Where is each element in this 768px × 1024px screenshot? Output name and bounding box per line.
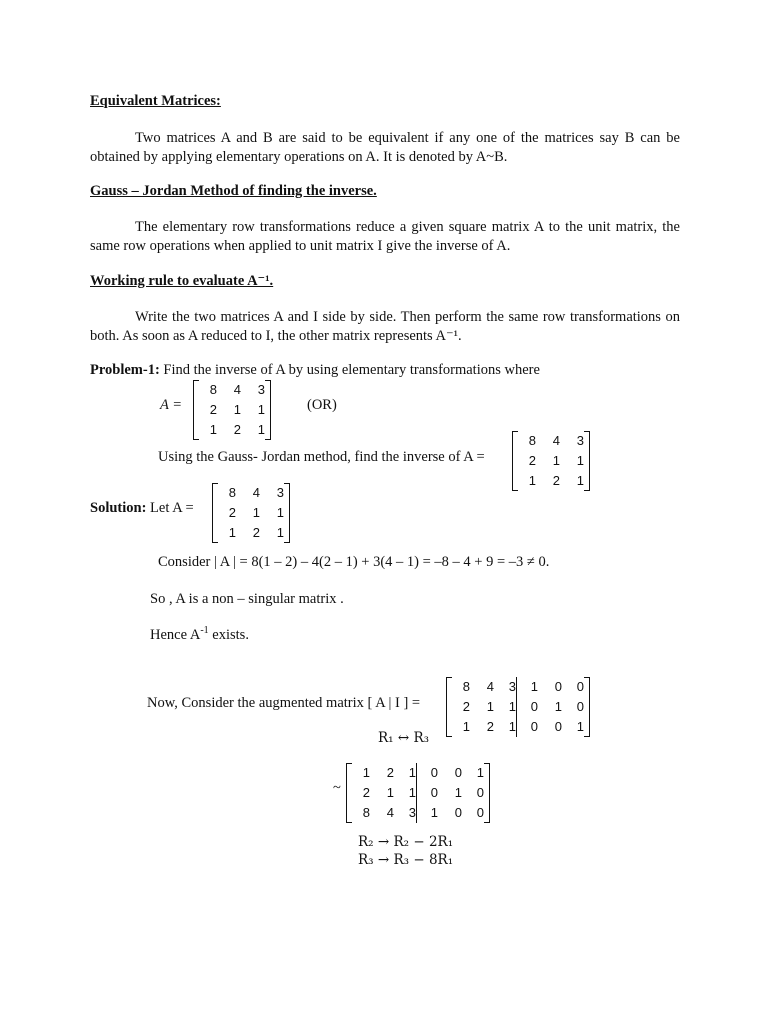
matrix-cell: 3 — [408, 805, 416, 820]
matrix-cell: 2 — [228, 505, 236, 520]
matrix-cell: 0 — [516, 697, 538, 717]
or-label: (OR) — [307, 397, 337, 413]
augmented-matrix — [446, 677, 590, 737]
matrix-cell: 0 — [576, 699, 584, 714]
matrix-a-problem — [193, 380, 271, 440]
row-op-swap: R₁ ↔ R₃ — [378, 730, 430, 746]
matrix-cell: 1 — [233, 402, 241, 417]
matrix-cell: 1 — [257, 422, 265, 437]
matrix-cell: 0 — [416, 783, 438, 803]
matrix-cell: 3 — [508, 679, 516, 694]
heading-gauss-jordan: Gauss – Jordan Method of finding the inverse. — [90, 183, 377, 199]
a-equals-label: A = — [160, 397, 183, 413]
row-op-r3: R₃ → R₃ − 8R₁ — [358, 852, 454, 868]
matrix-cell: 1 — [408, 765, 416, 780]
matrix-cell: 2 — [362, 785, 370, 800]
solution-label: Solution: — [90, 500, 147, 516]
matrix-cell: 4 — [552, 433, 560, 448]
matrix-cell: 8 — [209, 382, 217, 397]
matrix-cell: 1 — [554, 699, 562, 714]
heading-equivalent-matrices: Equivalent Matrices: — [90, 93, 221, 109]
exists-pre: Hence A — [150, 626, 201, 643]
matrix-a-solution — [212, 483, 290, 543]
matrix-cell: 1 — [454, 785, 462, 800]
matrix-cell: 1 — [516, 677, 538, 697]
swapped-matrix — [346, 763, 490, 823]
matrix-cell: 2 — [386, 765, 394, 780]
matrix-cell: 1 — [252, 505, 260, 520]
matrix-cell: 3 — [576, 433, 584, 448]
matrix-cell: 1 — [408, 785, 416, 800]
solution-line — [90, 500, 194, 517]
matrix-cell: 8 — [228, 485, 236, 500]
matrix-cell: 4 — [252, 485, 260, 500]
exists-sup: -1 — [200, 625, 209, 636]
matrix-cell: 0 — [454, 805, 462, 820]
equivalent-paragraph: Two matrices A and B are said to be equivalent if any one of the matrices say B can be obtained by applying elementary operations on A. It is denoted by A~B. — [90, 130, 680, 165]
matrix-cell: 0 — [416, 763, 438, 783]
matrix-cell: 2 — [528, 453, 536, 468]
matrix-cell: 1 — [228, 525, 236, 540]
matrix-cell: 1 — [362, 765, 370, 780]
non-singular-line: So , A is a non – singular matrix . — [150, 591, 344, 607]
matrix-cell: 0 — [454, 765, 462, 780]
matrix-cell: 1 — [552, 453, 560, 468]
matrix-cell: 1 — [576, 719, 584, 734]
matrix-a-question — [512, 431, 590, 491]
matrix-cell: 1 — [528, 473, 536, 488]
matrix-cell: 1 — [476, 765, 484, 780]
matrix-cell: 3 — [257, 382, 265, 397]
matrix-cell: 2 — [252, 525, 260, 540]
matrix-cell: 0 — [554, 679, 562, 694]
matrix-cell: 8 — [528, 433, 536, 448]
matrix-cell: 4 — [486, 679, 494, 694]
matrix-cell: 1 — [576, 473, 584, 488]
matrix-cell: 1 — [276, 505, 284, 520]
matrix-cell: 2 — [233, 422, 241, 437]
matrix-cell: 2 — [462, 699, 470, 714]
tilde-symbol: ~ — [333, 780, 341, 796]
rule-paragraph: Write the two matrices A and I side by side. Then perform the same row transformations on both. As soon as A reduced to I, the other matrix represents A⁻¹. — [90, 309, 680, 344]
matrix-cell: 2 — [486, 719, 494, 734]
matrix-cell: 4 — [233, 382, 241, 397]
matrix-cell: 2 — [209, 402, 217, 417]
matrix-cell: 4 — [386, 805, 394, 820]
determinant-line: Consider | A | = 8(1 – 2) – 4(2 – 1) + 3(4 – 1) = –8 – 4 + 9 = –3 ≠ 0. — [158, 554, 550, 570]
matrix-cell: 1 — [257, 402, 265, 417]
matrix-cell: 8 — [362, 805, 370, 820]
matrix-cell: 1 — [276, 525, 284, 540]
matrix-cell: 1 — [209, 422, 217, 437]
matrix-cell: 0 — [576, 679, 584, 694]
gauss-question: Using the Gauss- Jordan method, find the inverse of A = — [158, 449, 485, 465]
heading-working-rule: Working rule to evaluate A⁻¹. — [90, 273, 274, 289]
exists-post: exists. — [212, 626, 249, 643]
problem-line — [90, 362, 540, 379]
inverse-exists-line — [150, 625, 249, 644]
matrix-cell: 0 — [516, 717, 538, 737]
matrix-cell: 1 — [462, 719, 470, 734]
problem-label: Problem-1: — [90, 362, 160, 378]
matrix-cell: 1 — [386, 785, 394, 800]
matrix-cell: 1 — [576, 453, 584, 468]
matrix-cell: 1 — [416, 803, 438, 823]
row-op-r2: R₂ → R₂ − 2R₁ — [358, 834, 454, 850]
gauss-paragraph: The elementary row transformations reduce a given square matrix A to the unit matrix, the same row operations when applied to unit matrix I give the inverse of A. — [90, 219, 680, 254]
matrix-cell: 2 — [552, 473, 560, 488]
matrix-cell: 0 — [554, 719, 562, 734]
matrix-cell: 3 — [276, 485, 284, 500]
matrix-cell: 8 — [462, 679, 470, 694]
matrix-cell: 0 — [476, 785, 484, 800]
matrix-cell: 0 — [476, 805, 484, 820]
matrix-cell: 1 — [508, 699, 516, 714]
solution-let: Let A = — [150, 500, 194, 516]
problem-text: Find the inverse of A by using elementary transformations where — [163, 362, 540, 378]
matrix-cell: 1 — [508, 719, 516, 734]
augmented-matrix-text: Now, Consider the augmented matrix [ A | I ] = — [147, 695, 421, 711]
matrix-cell: 1 — [486, 699, 494, 714]
